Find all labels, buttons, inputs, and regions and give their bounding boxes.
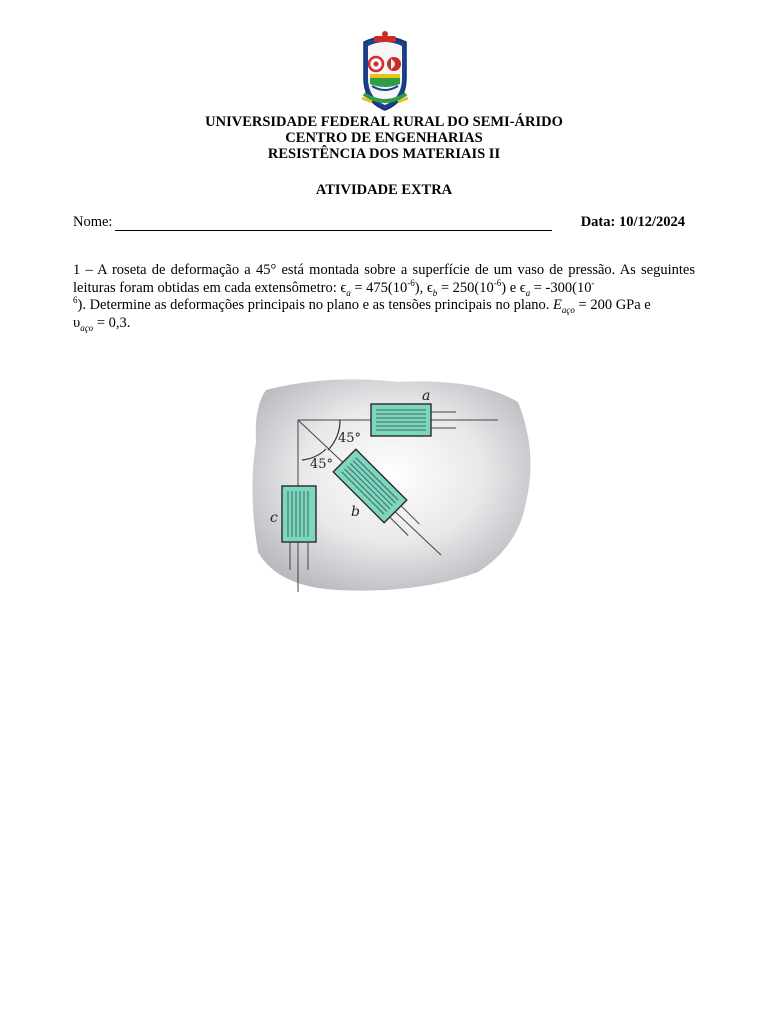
document-header: [0, 114, 768, 162]
strain-rosette-figure: [248, 372, 538, 594]
gauge-label-c: c: [270, 510, 278, 526]
name-input-line[interactable]: [115, 230, 552, 231]
gauge-label-b: b: [351, 504, 360, 520]
activity-title: ATIVIDADE EXTRA: [315, 182, 453, 198]
angle-label-upper: 45°: [338, 431, 362, 446]
epsilon-a: ϵ: [340, 279, 347, 296]
angle-label-lower: 45°: [310, 457, 334, 472]
gauge-label-a: a: [422, 388, 431, 404]
question-1: 1 – A roseta de deformação a 45° está montada sobre a superfície de um vaso de pressão. As seguintes leituras foram obtidas em cada extensômetro: $\epsilon_a = 475(10^{-6})$, $\epsilon_b = 250(10^{-6})$ e $\epsilon_a = -300(10^-$ $^6$). Determine as deformações principais no plano e as tensões principais no plano. $E_{aço} = 200$ GPa e $\upsilon_{aço} = 0,3$.: [73, 262, 695, 333]
name-label: Nome:: [73, 214, 113, 230]
date-label: Data: 10/12/2024: [580, 214, 685, 230]
epsilon-b: ϵ: [426, 279, 433, 296]
university-crest-icon: [356, 28, 414, 112]
poisson-symbol: υ: [73, 314, 81, 331]
modulus-symbol: E: [553, 297, 562, 313]
epsilon-c: ϵ: [519, 279, 526, 296]
course-name: RESISTÊNCIA DOS MATERIAIS II: [267, 146, 501, 162]
university-name: UNIVERSIDADE FEDERAL RURAL DO SEMI-ÁRIDO: [205, 114, 563, 130]
name-date-row: [73, 214, 685, 234]
center-name: CENTRO DE ENGENHARIAS: [285, 130, 483, 146]
